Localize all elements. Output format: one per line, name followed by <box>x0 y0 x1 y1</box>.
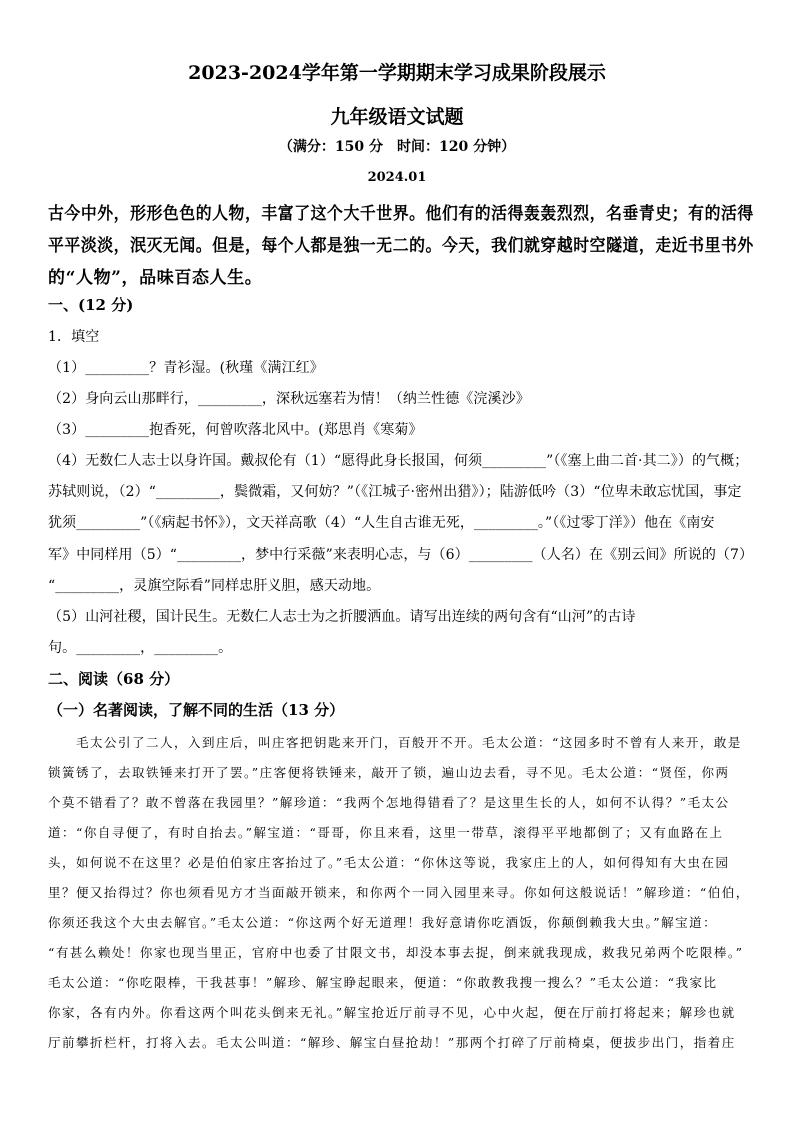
question-line: （5）山河社稷，国计民生。无数仁人志士为之折腰洒血。请写出连续的两句含有“山河”的古诗 <box>48 609 636 625</box>
passage-line: 毛太公道：“你吃限棒，干我甚事！”解珍、解宝睁起眼来，便道：“你敢教我搜一搜么？”毛太公道：“我家比 <box>48 975 718 990</box>
passage-line: 厅前攀折栏杆，打将入去。毛太公叫道：“解珍、解宝白昼抢劫！”那两个打碎了厅前椅桌，便拔步出门，指着庄 <box>48 1035 736 1050</box>
part2-heading: 二、阅读（68 分） <box>48 670 180 688</box>
intro-line: 的“人物”，品味百态人生。 <box>48 268 263 288</box>
question-1-label: 1．填空 <box>48 329 100 345</box>
passage-line: 头，如何说不在这里？必是伯伯家庄客抬过了。”毛太公道：“你休这等说，我家庄上的人，如何得知有大虫在园 <box>48 855 730 870</box>
question-line: “_________，灵旗空际看”同样忠肝义胆，感天动地。 <box>48 578 381 594</box>
part2-sub-heading: （一）名著阅读，了解不同的生活（13 分） <box>48 701 345 719</box>
passage-line: 个莫不错看了？敢不曾落在我园里？”解珍道：“我两个怎地得错看了？是这里生长的人，如何不认得？”毛太公 <box>48 795 730 810</box>
question-line: 军》中同样用（5）“_________，梦中行采薇”来表明心志，与（6）_________（人名）在《别云间》所说的（7） <box>48 547 754 563</box>
intro-line: 古今中外，形形色色的人物，丰富了这个大千世界。他们有的活得轰轰烈烈，名垂青史；有的活得 <box>48 204 754 224</box>
passage-line: 锁簧锈了，去取铁锤来打开了罢。”庄客便将铁锤来，敲开了锁，遍山边去看，寻不见。毛太公道：“贤侄，你两 <box>48 765 730 780</box>
passage-line: 你家，各有内外。你看这两个叫花头倒来无礼。”解宝抢近厅前寻不见，心中火起，便在厅前打将起来；解珍也就 <box>48 1005 736 1020</box>
intro-line: 平平淡淡，泯灭无闻。但是，每个人都是独一无二的。今天，我们就穿越时空隧道，走近书里书外 <box>48 236 754 256</box>
question-line: （2）身向云山那畔行，_________，深秋远塞若为情！（纳兰性德《浣溪沙》 <box>48 391 530 407</box>
question-line: 犹须_________”（《病起书怀》），文天祥高歌（4）“人生自古谁无死，_________。”（《过零丁洋》）他在《南安 <box>48 515 715 531</box>
question-line: 句。_________，_________。 <box>48 640 233 656</box>
passage-line: 道：“你自寻便了，有时自抬去。”解宝道：“哥哥，你且来看，这里一带草，滚得平平地都倒了；又有血路在上 <box>48 825 724 840</box>
passage-line: 毛太公引了二人，入到庄后，叫庄客把钥匙来开门，百般开不开。毛太公道：“这园多时不曾有人来开，敢是 <box>48 735 742 750</box>
exam-info: （满分：150 分 时间：120 分钟） <box>278 139 516 155</box>
exam-subtitle: 九年级语文试题 <box>330 106 464 128</box>
question-line: （4）无数仁人志士以身许国。戴叔伦有（1）“愿得此身长报国，何须_________”（《塞上曲二首·其二》）的气概； <box>48 453 749 469</box>
exam-date: 2024.01 <box>367 170 427 185</box>
question-line: （1）_________？青衫湿。(秋瑾《满江红》 <box>48 360 324 376</box>
passage-line: 你须还我这个大虫去解官。”毛太公道：“你这两个好无道理！我好意请你吃酒饭，你颠倒赖我大虫。”解宝道： <box>48 915 718 930</box>
passage-line: “有甚么赖处！你家也现当里正，官府中也委了甘限文书，却没本事去捉，倒来就我现成，救我兄弟两个吃限棒。” <box>48 945 744 960</box>
exam-title: 2023-2024学年第一学期期末学习成果阶段展示 <box>188 62 606 84</box>
question-line: 苏轼则说，（2）“_________，鬓微霜，又何妨？”（《江城子·密州出猎》）；陆游低吟（3）“位卑未敢忘忧国，事定 <box>48 484 742 500</box>
passage-line: 里？便又抬得过？你也须看见方才当面敲开锁来，和你两个一同入园里来寻。你如何这般说话！”解珍道：“伯伯， <box>48 885 750 900</box>
part1-heading: 一、(12 分) <box>48 296 134 314</box>
question-line: （3）_________抱香死，何曾吹落北风中。(郑思肖《寒菊》 <box>48 422 423 438</box>
